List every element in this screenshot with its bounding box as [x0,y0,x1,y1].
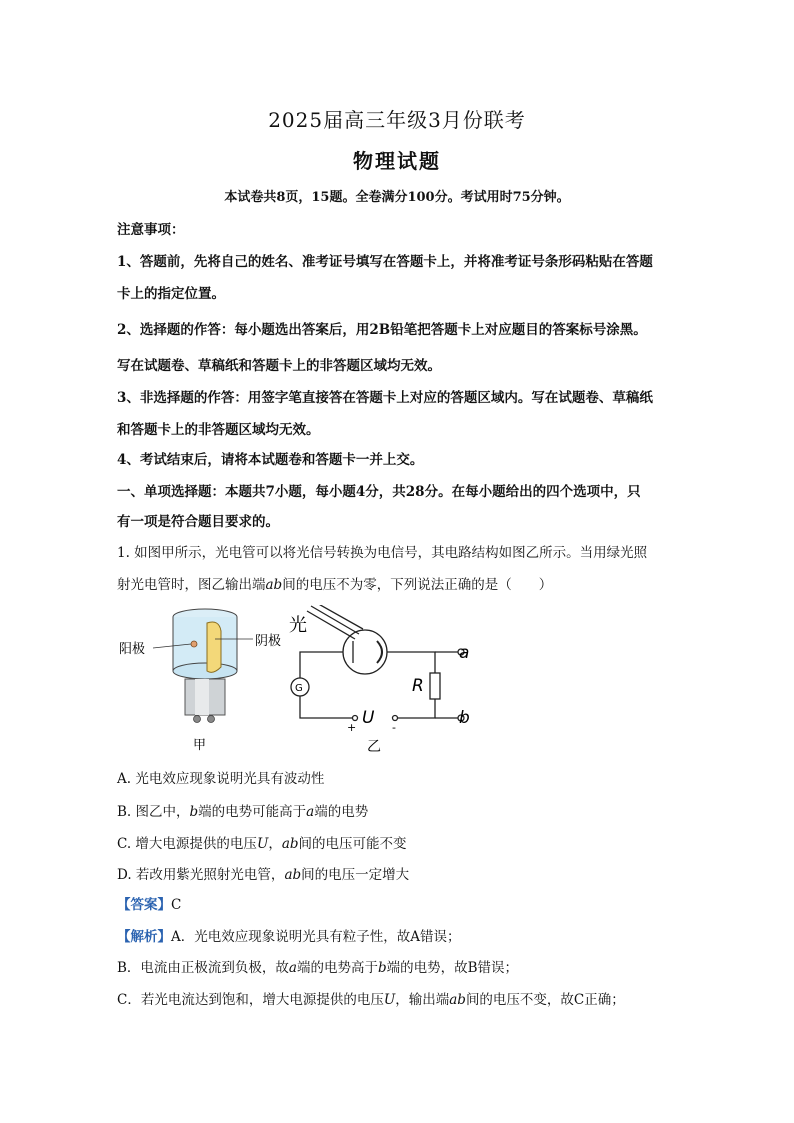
var-ab: ab [265,577,283,593]
option-text: 端的电势可能高于 [198,804,307,820]
answer-value: C [171,897,182,913]
terminal-a-label: a [459,643,470,663]
stem-text: 间的电压不为零，下列说法正确的是（ ） [282,577,553,593]
section-heading-cont: 有一项是符合题目要求的。 [117,514,279,530]
photocell-figure [115,605,495,755]
figure-b-caption: 乙 [367,739,381,755]
voltage-label: U [362,708,375,728]
analysis-line-a [117,925,461,945]
notice-item: 2、选择题的作答：每小题选出答案后，用2B铅笔把答题卡上对应题目的答案标号涂黑。 [117,322,647,338]
anode-label: 阳极 [119,642,146,657]
var-b: b [189,804,199,820]
option-text: B. 图乙中， [117,804,190,820]
analysis-line-b [117,956,518,976]
analysis-text: A．光电效应现象说明光具有粒子性，故A错误； [171,929,461,945]
option-text: D. 若改用紫光照射光电管， [117,867,285,883]
option-text: ， [268,836,282,852]
question-stem: 1. 如图甲所示，光电管可以将光信号转换为电信号，其电路结构如图乙所示。当用绿光照 [117,545,648,561]
analysis-text: ，输出端 [395,992,450,1008]
notice-item: 写在试题卷、草稿纸和答题卡上的非答题区域均无效。 [117,358,441,374]
circuit-diagram [291,605,464,721]
option-text: 间的电压一定增大 [301,867,410,883]
photocell-tube-diagram [153,609,253,723]
var-a: a [288,960,297,976]
exam-title: 2025届高三年级3月份联考 [268,108,526,132]
analysis-label: 【解析】 [117,929,171,945]
light-label: 光 [289,615,307,636]
exam-info: 本试卷共8页，15题。全卷满分100分。考试用时75分钟。 [224,190,570,205]
analysis-text: 端的电势，故B错误； [386,960,519,976]
option-c [117,832,407,852]
stem-text: 射光电管时，图乙输出端 [117,577,266,593]
analysis-text: B．电流由正极流到负极，故 [117,960,289,976]
analysis-text: 间的电压不变，故C正确； [465,992,625,1008]
section-heading: 一、单项选择题：本题共7小题，每小题4分，共28分。在每小题给出的四个选项中，只 [117,484,641,500]
resistor-label: R [412,676,424,696]
var-ab: ab [281,836,299,852]
notice-item: 和答题卡上的非答题区域均无效。 [117,422,320,438]
option-text: C. 增大电源提供的电压 [117,836,257,852]
analysis-text: C．若光电流达到饱和，增大电源提供的电压 [117,992,384,1008]
var-ab: ab [449,992,466,1008]
figure-a-caption: 甲 [193,738,207,753]
var-u: U [256,836,269,852]
minus-sign: - [392,721,396,734]
notice-item: 1、答题前，先将自己的姓名、准考证号填写在答题卡上，并将准考证号条形码粘贴在答题 [117,254,653,270]
answer-label: 【答案】 [117,897,171,913]
galvanometer-label: G [295,683,303,694]
answer-line [117,893,181,913]
notice-heading: 注意事项： [117,222,185,238]
option-b [117,800,368,820]
option-a: A. 光电效应现象说明光具有波动性 [117,771,325,787]
terminal-b-label: b [459,708,470,728]
var-b: b [377,960,387,976]
subject-title: 物理试题 [353,149,441,173]
notice-item: 3、非选择题的作答：用签字笔直接答在答题卡上对应的答题区域内。写在试题卷、草稿纸 [117,390,653,406]
var-ab: ab [284,867,302,883]
option-d [117,863,409,883]
analysis-text: 端的电势高于 [296,960,378,976]
notice-item: 4、考试结束后，请将本试题卷和答题卡一并上交。 [117,452,424,468]
option-text: 端的电势 [314,804,369,820]
plus-sign: + [347,721,357,734]
question-stem-cont [117,573,552,593]
notice-item: 卡上的指定位置。 [117,286,225,302]
cathode-label: 阴极 [255,634,282,649]
analysis-line-c [117,988,625,1008]
option-text: 间的电压可能不变 [298,836,407,852]
var-a: a [306,804,315,820]
var-u: U [383,992,396,1008]
